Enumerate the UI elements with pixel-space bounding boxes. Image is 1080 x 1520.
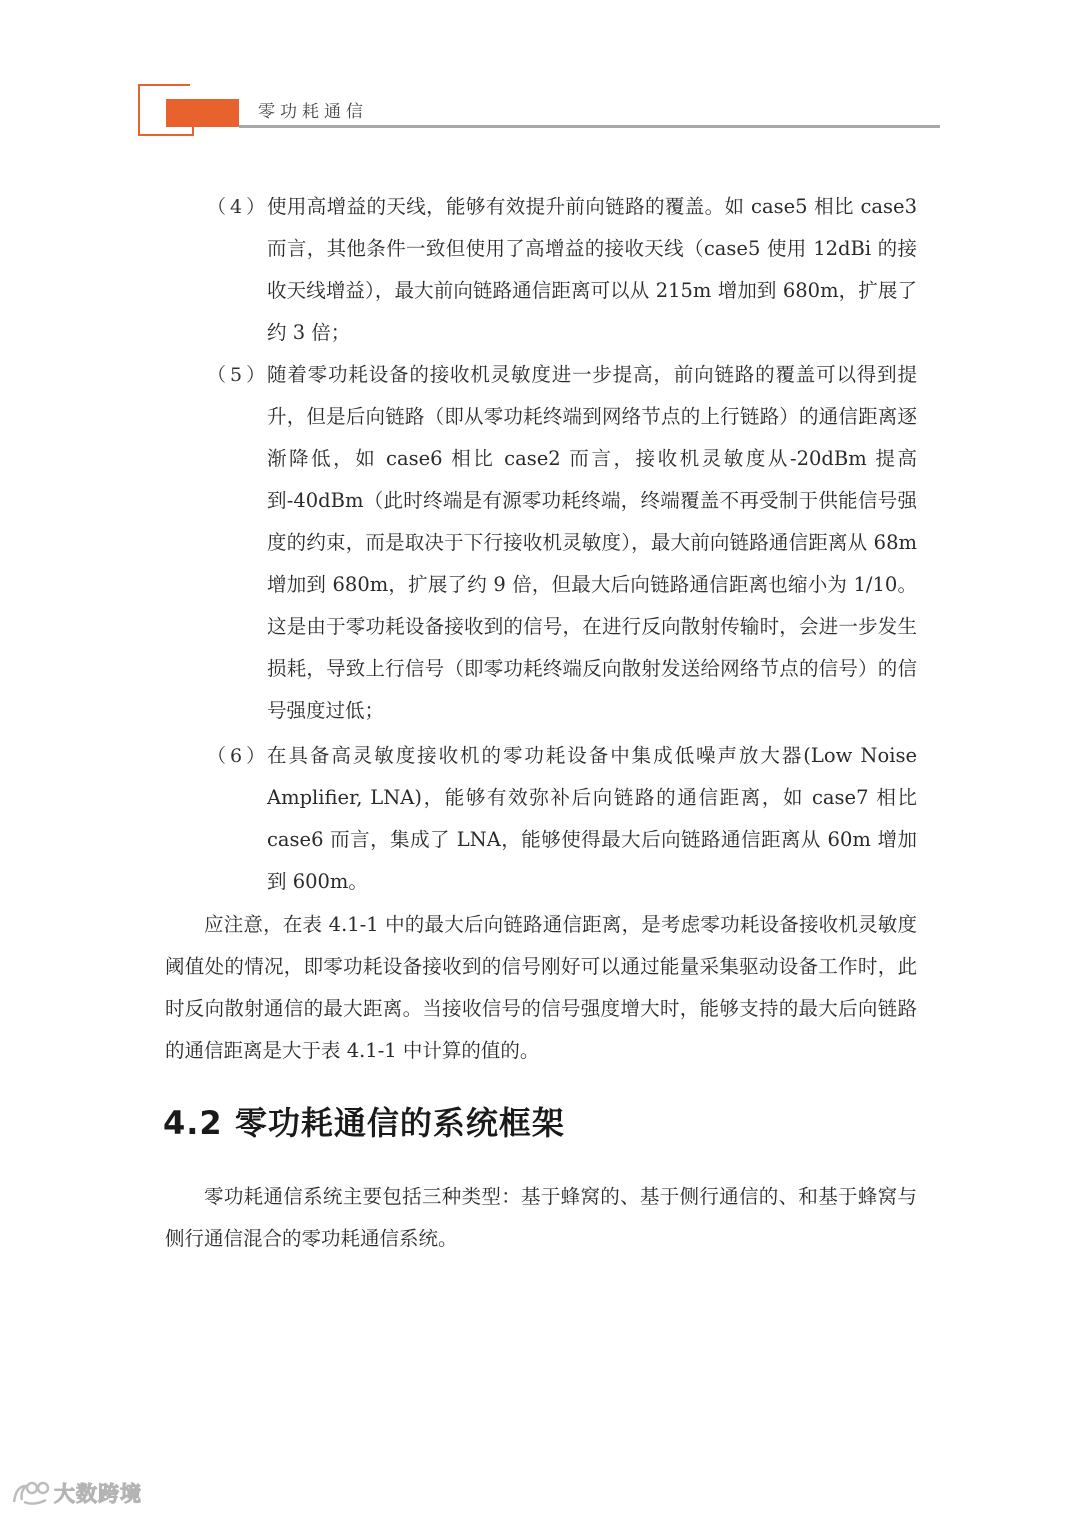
list-item-number: （5） — [207, 364, 270, 386]
section-heading: 4.2 零功耗通信的系统框架 — [163, 1104, 565, 1142]
list-item-text: 使用高增益的天线，能够有效提升前向链路的覆盖。如 case5 相比 case3 而言，其他条件一致但使用了高增益的接收天线（case5 使用 12dBi 的接收天线增益），最大前向链路通信距离可以从 215m 增加到 680m，扩展了约 3 倍； — [267, 195, 917, 344]
watermark-text: 大数跨境 — [54, 1482, 142, 1506]
list-item-text: 随着零功耗设备的接收机灵敏度进一步提高，前向链路的覆盖可以得到提升，但是后向链路（即从零功耗终端到网络节点的上行链路）的通信距离逐渐降低，如 case6 相比 case2 而言，接收机灵敏度从-20dBm 提高到-40dBm（此时终端是有源零功耗终端，终端覆盖不再受制于供能信号强度的约束，而是取决于下行接收机灵敏度），最大前向链路通信距离从 68m 增加到 680m，扩展了约 9 倍，但最大后向链路通信距离也缩小为 1/10。这是由于零功耗设备接收到的信号，在进行反向散射传输时，会进一步发生损耗，导致上行信号（即零功耗终端反向散射发送给网络节点的信号）的信号强度过低； — [267, 363, 917, 722]
list-item-text: 在具备高灵敏度接收机的零功耗设备中集成低噪声放大器(Low Noise Amplifier, LNA)，能够有效弥补后向链路的通信距离，如 case7 相比 case6 而言，集成了 LNA，能够使得最大后向链路通信距离从 60m 增加到 600m。 — [267, 744, 917, 893]
header-accent-block — [166, 99, 239, 127]
running-header-title: 零功耗通信 — [258, 102, 368, 122]
note-paragraph: 应注意，在表 4.1-1 中的最大后向链路通信距离，是考虑零功耗设备接收机灵敏度阈值处的情况，即零功耗设备接收到的信号刚好可以通过能量采集驱动设备工作时，此时反向散射通信的最大距离。当接收信号的信号强度增大时，能够支持的最大后向链路的通信距离是大于表 4.1-1 中计算的值的。 — [165, 913, 917, 1062]
section-paragraph: 零功耗通信系统主要包括三种类型：基于蜂窝的、基于侧行通信的、和基于蜂窝与侧行通信混合的零功耗通信系统。 — [165, 1185, 917, 1250]
header-rule — [239, 125, 940, 128]
brand-logo-icon — [10, 1478, 52, 1508]
watermark — [10, 1478, 142, 1508]
list-item-number: （6） — [207, 745, 270, 767]
list-item-number: （4） — [207, 196, 270, 218]
